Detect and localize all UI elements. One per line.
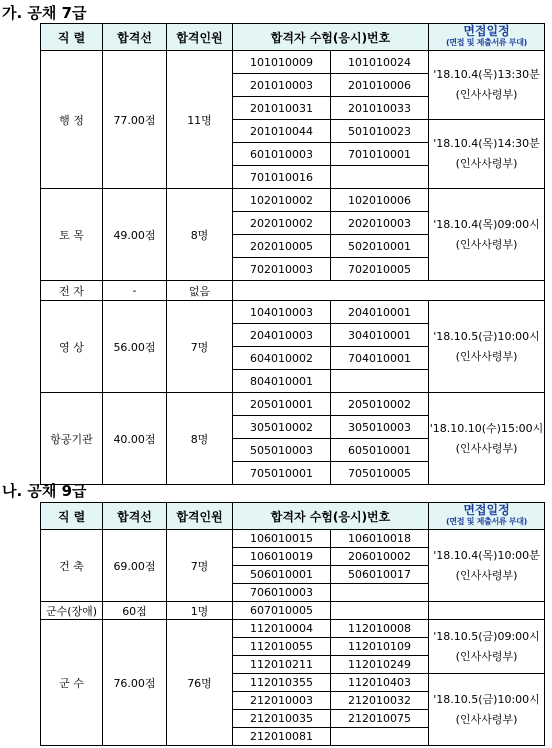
position-cell: 항공기관 (41, 393, 103, 485)
count-cell: 없음 (167, 281, 233, 301)
schedule-cell (429, 530, 545, 602)
schedule-cell (429, 620, 545, 674)
table-row (41, 393, 545, 416)
exam-number-cell: 112010403 (331, 674, 429, 692)
exam-number-cell: 702010005 (331, 258, 429, 281)
exam-number-cell: 605010001 (331, 439, 429, 462)
exam-number-cell: 202010002 (233, 212, 331, 235)
cutoff-cell: 76.00점 (103, 620, 167, 746)
exam-number-cell: 305010002 (233, 416, 331, 439)
exam-number-cell: 201010006 (331, 74, 429, 97)
results-table-grade9 (40, 502, 545, 746)
table-row (41, 281, 545, 301)
schedule-date: '18.10.5(금)10:00시 (433, 692, 540, 706)
schedule-date: '18.10.10(수)15:00시 (429, 421, 544, 435)
count-cell: 7명 (167, 301, 233, 393)
exam-number-cell: 505010003 (233, 439, 331, 462)
count-cell: 76명 (167, 620, 233, 746)
header-count: 합격인원 (167, 24, 233, 51)
header-schedule-note: (면접 및 제출서류 부대) (446, 517, 528, 526)
header-schedule (429, 24, 545, 51)
exam-number-cell: 607010005 (233, 602, 331, 620)
exam-number-cell: 506010017 (331, 566, 429, 584)
exam-number-cell: 212010035 (233, 710, 331, 728)
schedule-date: '18.10.4(목)09:00시 (433, 217, 540, 231)
exam-number-cell: 305010003 (331, 416, 429, 439)
exam-number-cell: 502010001 (331, 235, 429, 258)
cutoff-cell: 69.00점 (103, 530, 167, 602)
exam-number-cell: 101010024 (331, 51, 429, 74)
cutoff-cell: 56.00점 (103, 301, 167, 393)
section-title-grade9: 나. 공채 9급 (2, 482, 87, 500)
count-cell: 8명 (167, 189, 233, 281)
exam-number-cell: 205010001 (233, 393, 331, 416)
exam-number-cell: 212010032 (331, 692, 429, 710)
exam-number-cell: 112010008 (331, 620, 429, 638)
count-cell: 11명 (167, 51, 233, 189)
exam-number-cell: 212010081 (233, 728, 331, 746)
exam-number-cell: 804010001 (233, 370, 331, 393)
exam-number-cell: 112010355 (233, 674, 331, 692)
schedule-place: (인사사령부) (455, 88, 518, 101)
schedule-place: (인사사령부) (455, 441, 518, 455)
exam-number-cell: 202010003 (331, 212, 429, 235)
exam-number-cell (331, 370, 429, 393)
header-count: 합격인원 (167, 503, 233, 530)
table-row (41, 620, 545, 638)
table-body-grade7 (41, 51, 545, 485)
header-schedule-title: 면접일정 (463, 503, 510, 517)
header-schedule-title: 면접일정 (463, 24, 510, 38)
table-row (41, 189, 545, 212)
count-cell: 8명 (167, 393, 233, 485)
schedule-place: (인사사령부) (455, 349, 518, 363)
exam-number-cell (331, 728, 429, 746)
count-cell: 1명 (167, 602, 233, 620)
schedule-cell (429, 602, 545, 620)
exam-number-cell: 601010003 (233, 143, 331, 166)
exam-number-cell: 304010001 (331, 324, 429, 347)
schedule-place: (인사사령부) (455, 237, 518, 251)
header-numbers: 합격자 수험(응시)번호 (233, 24, 429, 51)
schedule-date: '18.10.4(목)14:30분 (433, 137, 540, 150)
schedule-date: '18.10.5(금)09:00시 (433, 629, 540, 643)
cutoff-cell: 49.00점 (103, 189, 167, 281)
schedule-cell (429, 393, 545, 485)
exam-number-cell: 112010249 (331, 656, 429, 674)
header-cutoff: 합격선 (103, 24, 167, 51)
exam-number-cell: 204010003 (233, 324, 331, 347)
schedule-place: (인사사령부) (455, 712, 518, 726)
exam-number-cell: 201010003 (233, 74, 331, 97)
exam-number-cell: 104010003 (233, 301, 331, 324)
cutoff-cell: 77.00점 (103, 51, 167, 189)
exam-number-cell: 706010003 (233, 584, 331, 602)
exam-number-cell: 705010005 (331, 462, 429, 485)
table-row (41, 301, 545, 324)
exam-number-cell: 112010211 (233, 656, 331, 674)
header-cutoff: 합격선 (103, 503, 167, 530)
schedule-cell (429, 301, 545, 393)
schedule-cell (429, 120, 545, 189)
exam-number-cell: 701010001 (331, 143, 429, 166)
exam-number-cell: 101010009 (233, 51, 331, 74)
schedule-cell (429, 674, 545, 746)
results-table-grade7 (40, 23, 545, 485)
cutoff-cell: - (103, 281, 167, 301)
exam-number-cell: 112010055 (233, 638, 331, 656)
exam-number-empty-cell (233, 281, 545, 301)
header-schedule (429, 503, 545, 530)
exam-number-cell: 705010001 (233, 462, 331, 485)
exam-number-cell: 204010001 (331, 301, 429, 324)
schedule-place: (인사사령부) (455, 568, 518, 582)
exam-number-cell: 506010001 (233, 566, 331, 584)
header-position: 직 렬 (41, 503, 103, 530)
exam-number-cell (331, 584, 429, 602)
exam-number-cell: 201010033 (331, 97, 429, 120)
schedule-cell (429, 51, 545, 120)
exam-number-cell: 201010031 (233, 97, 331, 120)
exam-number-cell: 501010023 (331, 120, 429, 143)
position-cell: 행 정 (41, 51, 103, 189)
exam-number-cell: 106010018 (331, 530, 429, 548)
header-schedule-note: (면접 및 제출서류 부대) (446, 38, 528, 47)
exam-number-cell (331, 602, 429, 620)
cutoff-cell: 40.00점 (103, 393, 167, 485)
exam-number-cell: 604010002 (233, 347, 331, 370)
exam-number-cell: 701010016 (233, 166, 331, 189)
schedule-date: '18.10.4(목)10:00분 (433, 548, 540, 562)
exam-number-cell: 112010004 (233, 620, 331, 638)
table-row (41, 51, 545, 74)
exam-number-cell: 201010044 (233, 120, 331, 143)
position-cell: 군수(장애) (41, 602, 103, 620)
header-position: 직 렬 (41, 24, 103, 51)
table-body-grade9 (41, 530, 545, 746)
position-cell: 영 상 (41, 301, 103, 393)
exam-number-cell (331, 166, 429, 189)
exam-number-cell: 206010002 (331, 548, 429, 566)
exam-number-cell: 102010006 (331, 189, 429, 212)
exam-number-cell: 205010002 (331, 393, 429, 416)
exam-number-cell: 704010001 (331, 347, 429, 370)
cutoff-cell: 60점 (103, 602, 167, 620)
schedule-cell (429, 189, 545, 281)
count-cell: 7명 (167, 530, 233, 602)
exam-number-cell: 106010015 (233, 530, 331, 548)
section-title-grade7: 가. 공채 7급 (2, 4, 87, 22)
position-cell: 건 축 (41, 530, 103, 602)
exam-number-cell: 202010005 (233, 235, 331, 258)
schedule-place: (인사사령부) (455, 649, 518, 663)
schedule-date: '18.10.4(목)13:30분 (433, 68, 540, 81)
exam-number-cell: 102010002 (233, 189, 331, 212)
table-row (41, 530, 545, 548)
position-cell: 전 자 (41, 281, 103, 301)
header-numbers: 합격자 수험(응시)번호 (233, 503, 429, 530)
exam-number-cell: 212010003 (233, 692, 331, 710)
schedule-date: '18.10.5(금)10:00시 (433, 329, 540, 343)
exam-number-cell: 106010019 (233, 548, 331, 566)
exam-number-cell: 112010109 (331, 638, 429, 656)
table-row (41, 602, 545, 620)
schedule-place: (인사사령부) (455, 157, 518, 170)
exam-number-cell: 212010075 (331, 710, 429, 728)
position-cell: 토 목 (41, 189, 103, 281)
position-cell: 군 수 (41, 620, 103, 746)
exam-number-cell: 702010003 (233, 258, 331, 281)
